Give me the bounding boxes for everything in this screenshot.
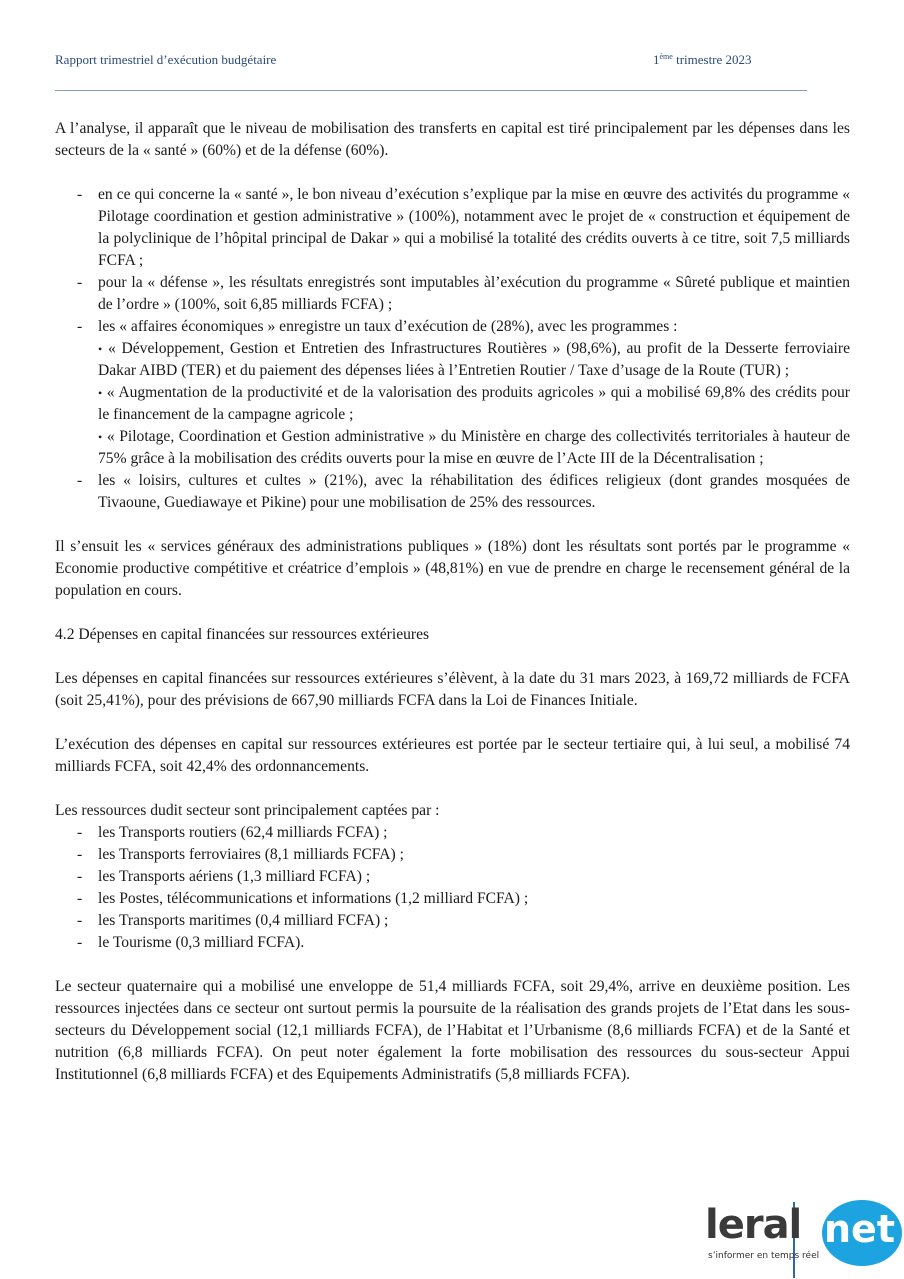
list-item: - les Transports aériens (1,3 milliard FCFA) ; [77,868,371,885]
sub-item-routes: • « Développement, Gestion et Entretien des Infrastructures Routières » (98,6%), au profit de la Desserte ferroviaire Dakar AIBD (TER) et du paiement des dépenses liées à l’Entretien Routier / Taxe d’usage de la Route (TUR) ; [98,340,850,379]
report-title: Rapport trimestriel d’exécution budgétaire [55,52,277,67]
section-title: 4.2 Dépenses en capital financées sur ressources extérieures [55,626,430,643]
period-text: trimestre 2023 [672,52,752,67]
list-item: - le Tourisme (0,3 milliard FCFA). [77,934,305,951]
list-item-defense: - pour la « défense », les résultats enregistrés sont imputables àl’exécution du programme « Sûreté publique et maintien de l’ordre » (100%, soit 6,85 milliards FCFA) ; [77,274,850,313]
leral-net-logo [700,1198,904,1279]
paragraph-secteur-tertiaire: L’exécution des dépenses en capital sur ressources extérieures est portée par le secteur tertiaire qui, à lui seul, a mobilisé 74 milliards FCFA, soit 42,4% des ordonnancements. [55,736,850,775]
header-divider [55,90,807,91]
document-body [55,118,850,1086]
paragraph-intro: A l’analyse, il apparaît que le niveau de mobilisation des transferts en capital est tiré principalement par les dépenses dans les secteurs de la « santé » (60%) et de la défense (60%). [55,120,850,159]
list-item-loisirs: - les « loisirs, cultures et cultes » (21%), avec la réhabilitation des édifices religieux (dont grandes mosquées de Tivaoune, Guediawaye et Pikine) pour une mobilisation de 25% des ressources. [77,472,850,511]
list-item-affaires: - les « affaires économiques » enregistre un taux d’exécution de (28%), avec les programmes : [77,318,678,335]
report-period [653,52,752,68]
paragraph-services-generaux: Il s’ensuit les « services généraux des administrations publiques » (18%) dont les résultats sont portés par le programme « Economie productive compétitive et créatrice d’emplois » (48,81%) en vue de prendre en charge le recensement général de la population en cours. [55,538,850,599]
sub-item-agriculture: • « Augmentation de la productivité et de la valorisation des produits agricoles » qui a mobilisé 69,8% des crédits pour le financement de la campagne agricole ; [98,384,850,423]
list-item: - les Transports ferroviaires (8,1 milliards FCFA) ; [77,846,404,863]
paragraph-ressources-intro: Les ressources dudit secteur sont principalement captées par : [55,802,440,819]
list-item: - les Postes, télécommunications et informations (1,2 milliard FCFA) ; [77,890,529,907]
list-item: - les Transports routiers (62,4 milliards FCFA) ; [77,824,388,841]
list-item-sante: - en ce qui concerne la « santé », le bon niveau d’exécution s’explique par la mise en œuvre des activités du programme « Pilotage coordination et gestion administrative » (100%), notamment avec le projet de « construction et équipement de la polyclinique de l’hôpital principal de Dakar » qui a mobilisé la totalité des crédits ouverts à ce titre, soit 7,5 milliards FCFA ; [77,186,850,269]
logo-net-text: net [824,1207,895,1251]
period-superscript: ème [659,52,673,61]
paragraph-secteur-quaternaire: Le secteur quaternaire qui a mobilisé une enveloppe de 51,4 milliards FCFA, soit 29,4%, arrive en deuxième position. Les ressources injectées dans ce secteur ont surtout permis la poursuite de la réalisation des grands projets de l’Etat dans les sous-secteurs du Développement social (12,1 milliards FCFA), de l’Habitat et l’Urbanisme (8,6 milliards FCFA) et de la Santé et nutrition (6,8 milliards FCFA). On peut noter également la forte mobilisation des ressources du sous-secteur Appui Institutionnel (6,8 milliards FCFA) et des Equipements Administratifs (5,8 milliards FCFA). [55,978,850,1083]
logo-leral-text: leral [705,1202,802,1248]
sub-item-decentralisation: • « Pilotage, Coordination et Gestion administrative » du Ministère en charge des collectivités territoriales à hauteur de 75% grâce à la mobilisation des crédits ouverts pour la mise en œuvre de l’Acte III de la Décentralisation ; [98,428,850,467]
period-number: 1 [653,52,660,67]
paragraph-depenses-exterieures: Les dépenses en capital financées sur ressources extérieures s’élèvent, à la date du 31 mars 2023, à 169,72 milliards de FCFA (soit 25,41%), pour des prévisions de 667,90 milliards FCFA dans la Loi de Finances Initiale. [55,670,850,709]
list-item: - les Transports maritimes (0,4 milliard FCFA) ; [77,912,389,929]
logo-tagline: s’informer en temps réel [708,1251,820,1261]
